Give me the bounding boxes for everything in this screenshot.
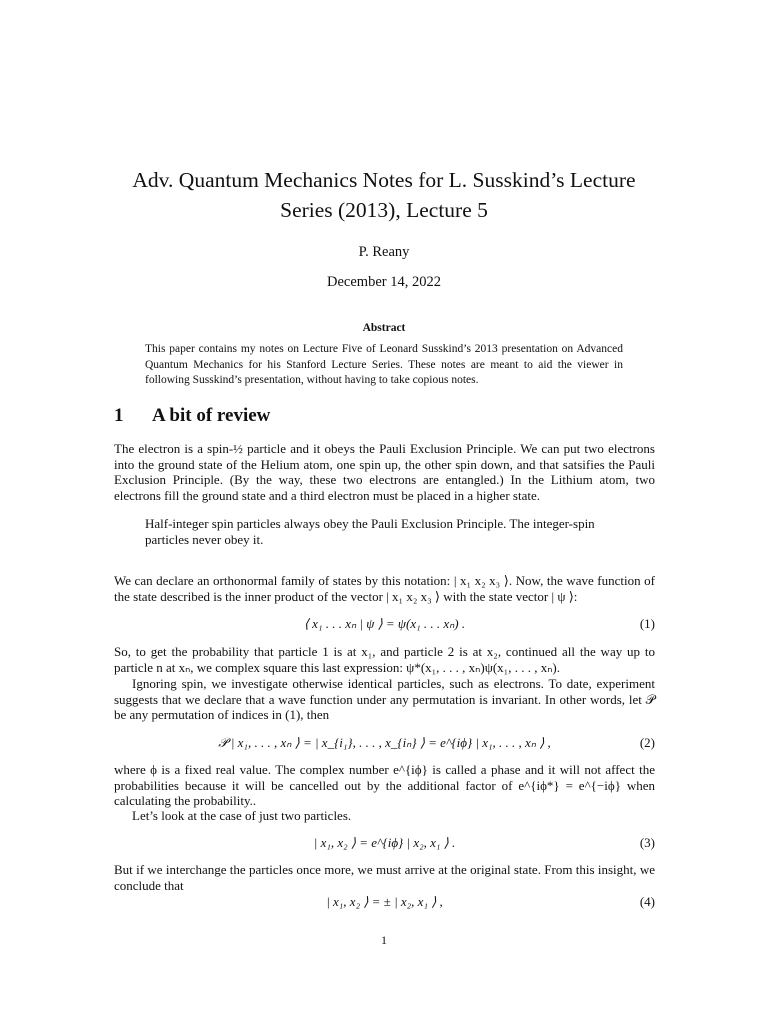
paragraph-3: So, to get the probability that particle 1 is at x₁, and particle 2 is at x₂, continued all the way up to particle n at xₙ, we complex square this last expression: ψ*(x₁, . . . , xₙ)ψ(x₁, . . . , xₙ). xyxy=(114,644,655,675)
abstract-heading: Abstract xyxy=(362,322,406,334)
equation-2-number: (2) xyxy=(639,735,655,750)
quote-block: Half-integer spin particles always obey the Pauli Exclusion Principle. The integer-spin particles never obey it. xyxy=(145,516,595,547)
equation-2-body: 𝒫 | x₁, . . . , xₙ ⟩ = | x_{i₁}, . . . , x_{iₙ} ⟩ = e^{iϕ} | x₁, . . . , xₙ ⟩ , xyxy=(218,735,551,750)
equation-1-body: ⟨ x₁ . . . xₙ | ψ ⟩ = ψ(x₁ . . . xₙ) . xyxy=(303,616,466,631)
title-line-2: Series (2013), Lecture 5 xyxy=(280,198,488,222)
paper-title xyxy=(0,165,768,225)
paragraph-7: But if we interchange the particles once more, we must arrive at the original state. From this insight, we conclude that xyxy=(114,862,655,893)
equation-3-number: (3) xyxy=(639,835,655,850)
section-heading xyxy=(114,405,270,427)
equation-4-number: (4) xyxy=(639,894,655,909)
equation-1-number: (1) xyxy=(639,616,655,631)
paragraph-5: where ϕ is a fixed real value. The complex number e^{iϕ} is called a phase and it will not affect the probabilities because it will be cancelled out by the additional factor of e^{iϕ*} = e^{−iϕ} when calculating the probability.. xyxy=(114,762,655,808)
equation-1 xyxy=(114,616,655,634)
paragraph-2: We can declare an orthonormal family of states by this notation: | x₁ x₂ x₃ ⟩. Now, the wave function of the state described is the inner product of the vector | x₁ x₂ x₃ ⟩ with the state vector | ψ ⟩: xyxy=(114,573,655,604)
paragraph-4: Ignoring spin, we investigate otherwise identical particles, such as electrons. To date, experiment suggests that we declare that a wave function under any permutation is invariant. In other words, let 𝒫 be any permutation of indices in (1), then xyxy=(114,676,655,722)
page-number: 1 xyxy=(381,933,387,947)
equation-4 xyxy=(114,894,655,912)
section-number: 1 xyxy=(114,405,124,426)
date: December 14, 2022 xyxy=(327,274,441,290)
paragraph-6: Let’s look at the case of just two particles. xyxy=(132,808,352,823)
title-line-1: Adv. Quantum Mechanics Notes for L. Susskind’s Lecture xyxy=(132,168,636,192)
equation-3-body: | x₁, x₂ ⟩ = e^{iϕ} | x₂, x₁ ⟩ . xyxy=(313,835,456,850)
paragraph-1: The electron is a spin-½ particle and it obeys the Pauli Exclusion Principle. We can put two electrons into the ground state of the Helium atom, one spin up, the other spin down, and that satsifies the Pauli Exclusion Principle. (By the way, these two electrons are entangled.) In the Lithium atom, two electrons fill the ground state and a third electron must be placed in a higher state. xyxy=(114,441,655,503)
author: P. Reany xyxy=(358,244,410,260)
equation-4-body: | x₁, x₂ ⟩ = ± | x₂, x₁ ⟩ , xyxy=(326,894,443,909)
abstract-text: This paper contains my notes on Lecture Five of Leonard Susskind’s 2013 presentation on Advanced Quantum Mechanics for his Stanford Lecture Series. These notes are meant to aid the viewer in following Susskind’s presentation, without having to take copious notes. xyxy=(145,343,623,386)
section-title: A bit of review xyxy=(152,405,271,426)
equation-2 xyxy=(114,735,655,753)
equation-3 xyxy=(114,835,655,853)
